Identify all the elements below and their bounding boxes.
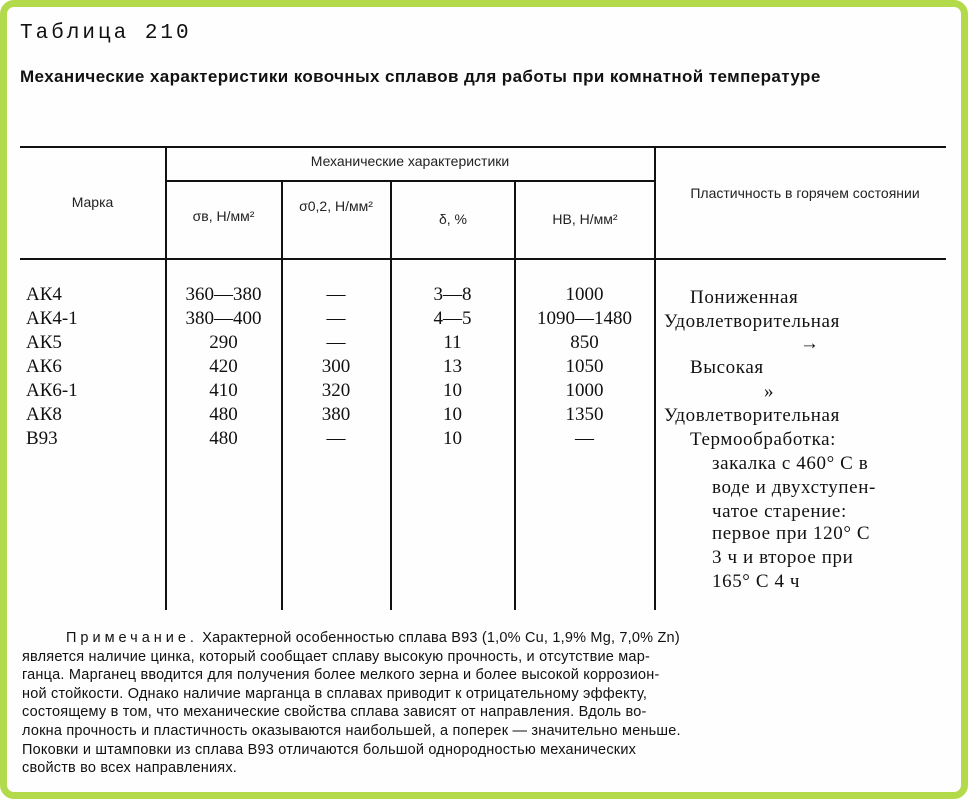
cell-hb: 1350 bbox=[565, 404, 604, 425]
cell-sigma-02: — bbox=[326, 308, 346, 329]
cell-hb: 1000 bbox=[565, 380, 604, 401]
table-caption: Механические характеристики ковочных сплавов для работы при комнатной температуре bbox=[20, 67, 821, 86]
plasticity-line: Высокая bbox=[690, 357, 764, 378]
plasticity-line: 3 ч и второе при bbox=[712, 547, 854, 568]
cell-delta: 3—8 bbox=[433, 284, 472, 305]
header-plasticity: Пластичность в горячем состоянии bbox=[690, 185, 920, 201]
table-number: Таблица 210 bbox=[20, 22, 192, 45]
cell-mark: АК5 bbox=[26, 332, 62, 353]
cell-hb: — bbox=[575, 428, 594, 449]
header-bottom-rule bbox=[20, 258, 946, 260]
cell-sigma-b: 480 bbox=[209, 404, 238, 425]
cell-mark: АК8 bbox=[26, 404, 62, 425]
cell-delta: 11 bbox=[443, 332, 462, 353]
cell-sigma-02: 320 bbox=[321, 380, 351, 401]
note-line: свойств во всех направлениях. bbox=[22, 760, 238, 777]
note-line: состоящему в том, что механические свойства сплава зависят от направления. Вдоль во- bbox=[22, 704, 647, 721]
plasticity-line: » bbox=[764, 381, 775, 402]
plasticity-line: закалка с 460° С в bbox=[712, 453, 869, 474]
cell-hb: 1050 bbox=[565, 356, 604, 377]
col-divider-hb bbox=[654, 146, 656, 610]
cell-delta: 10 bbox=[443, 428, 462, 449]
cell-sigma-02: — bbox=[326, 332, 346, 353]
note-line: локна прочность и пластичность оказываются наибольшей, а поперек — значительно меньше. bbox=[22, 722, 681, 739]
plasticity-line: Термообработка: bbox=[690, 429, 837, 450]
plasticity-line: Удовлетворительная bbox=[664, 311, 840, 332]
plasticity-line: воде и двухступен- bbox=[712, 477, 876, 498]
header-delta: δ, % bbox=[438, 211, 468, 227]
note-line: ной стойкости. Однако наличие марганца в сплавах приводит к отрицательному эффекту, bbox=[22, 685, 648, 702]
plasticity-line: Удовлетворительная bbox=[664, 405, 840, 426]
cell-hb: 850 bbox=[570, 332, 599, 353]
cell-sigma-02: — bbox=[326, 284, 346, 305]
cell-sigma-02: 300 bbox=[321, 356, 351, 377]
header-mark: Марка bbox=[71, 194, 114, 210]
cell-hb: 1090—1480 bbox=[537, 308, 632, 329]
group-header-rule bbox=[166, 180, 654, 182]
cell-hb: 1000 bbox=[565, 284, 604, 305]
cell-sigma-b: 480 bbox=[209, 428, 238, 449]
cell-sigma-b: 290 bbox=[209, 332, 238, 353]
note-line: Поковки и штамповки из сплава В93 отличаются большой однородностью механических bbox=[22, 741, 637, 758]
header-sigma-b: σв, Н/мм² bbox=[192, 208, 255, 224]
cell-sigma-b: 360—380 bbox=[185, 284, 262, 305]
table-note bbox=[22, 629, 948, 778]
cell-mark: АК6 bbox=[26, 356, 62, 377]
note-lead: Примечание. bbox=[66, 630, 198, 646]
cell-mark: АК4-1 bbox=[26, 308, 78, 329]
header-mech-group: Механические характеристики bbox=[310, 153, 510, 169]
note-line: ганца. Марганец вводится для получения более мелкого зерна и более высокой коррозион- bbox=[22, 667, 660, 684]
cell-sigma-02: 380 bbox=[321, 404, 351, 425]
cell-mark: АК4 bbox=[26, 284, 62, 305]
cell-delta: 13 bbox=[443, 356, 462, 377]
note-line: является наличие цинка, который сообщает сплаву высокую прочность, и отсутствие мар- bbox=[22, 648, 650, 665]
plasticity-line: Пониженная bbox=[690, 287, 799, 308]
plasticity-line: → bbox=[800, 333, 820, 354]
cell-mark: В93 bbox=[26, 428, 58, 449]
header-sigma-02: σ0,2, Н/мм² bbox=[299, 198, 373, 214]
cell-mark: АК6-1 bbox=[26, 380, 78, 401]
note-line: Характерной особенностью сплава В93 (1,0% Cu, 1,9% Mg, 7,0% Zn) bbox=[202, 630, 680, 646]
plasticity-line: первое при 120° С bbox=[712, 523, 871, 544]
table-top-rule bbox=[20, 146, 946, 148]
plasticity-line: чатое старение: bbox=[712, 501, 847, 522]
plasticity-line: 165° С 4 ч bbox=[712, 571, 801, 592]
cell-delta: 10 bbox=[443, 380, 462, 401]
cell-sigma-b: 420 bbox=[209, 356, 238, 377]
cell-sigma-b: 410 bbox=[209, 380, 238, 401]
cell-sigma-b: 380—400 bbox=[185, 308, 262, 329]
cell-delta: 10 bbox=[443, 404, 462, 425]
cell-sigma-02: — bbox=[326, 428, 346, 449]
header-hb: HB, Н/мм² bbox=[552, 211, 618, 227]
cell-delta: 4—5 bbox=[433, 308, 472, 329]
